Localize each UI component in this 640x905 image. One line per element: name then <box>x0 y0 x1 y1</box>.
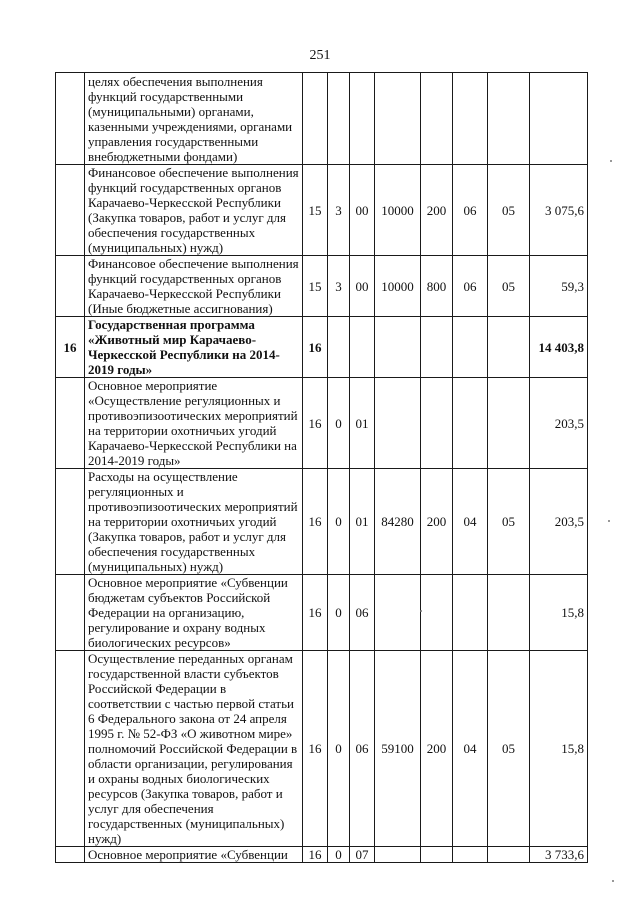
row-sum: 15,8 <box>530 651 588 847</box>
row-number: 16 <box>56 317 85 378</box>
code-program: 16 <box>303 847 328 863</box>
code-subprogram <box>328 73 350 165</box>
row-description: Основное мероприятие «Осуществление регуляционных и противоэпизоотических мероприятий на территории охотничьих угодий Карачаево-Черкесской Республики на 2014-2019 годы» <box>85 378 303 469</box>
code-program: 16 <box>303 469 328 575</box>
scan-speck <box>610 160 612 162</box>
code-expense-type <box>421 73 453 165</box>
code-event: 01 <box>350 469 375 575</box>
code-program: 16 <box>303 651 328 847</box>
code-event: 07 <box>350 847 375 863</box>
code-program: 15 <box>303 165 328 256</box>
row-number <box>56 651 85 847</box>
code-event: 00 <box>350 256 375 317</box>
code-subsection: 05 <box>488 651 530 847</box>
code-section <box>453 575 488 651</box>
code-subprogram: 0 <box>328 378 350 469</box>
row-description: Финансовое обеспечение выполнения функций государственных органов Карачаево-Черкесской Республики (Закупка товаров, работ и услуг для обеспечения государственных (муниципальных) нужд) <box>85 165 303 256</box>
code-direction: 59100 <box>375 651 421 847</box>
code-subsection <box>488 575 530 651</box>
table-row <box>56 575 588 651</box>
scan-speck <box>612 880 614 882</box>
code-program: 16 <box>303 378 328 469</box>
row-number <box>56 575 85 651</box>
code-expense-type: 800 <box>421 256 453 317</box>
code-event: 00 <box>350 165 375 256</box>
code-subsection: 05 <box>488 165 530 256</box>
code-section <box>453 73 488 165</box>
code-event: 01 <box>350 378 375 469</box>
row-sum: 3 733,6 <box>530 847 588 863</box>
code-subprogram: 0 <box>328 847 350 863</box>
row-description: Основное мероприятие «Субвенции <box>85 847 303 863</box>
code-subsection <box>488 847 530 863</box>
row-sum: 59,3 <box>530 256 588 317</box>
row-number <box>56 73 85 165</box>
code-section: 06 <box>453 256 488 317</box>
code-subprogram: 3 <box>328 165 350 256</box>
code-direction <box>375 847 421 863</box>
code-subsection <box>488 317 530 378</box>
code-subsection <box>488 378 530 469</box>
code-program <box>303 73 328 165</box>
row-description: Основное мероприятие «Субвенции бюджетам субъектов Российской Федерации на организацию, регулирование и охрану водных биологических ресурсов» <box>85 575 303 651</box>
row-number <box>56 847 85 863</box>
row-sum <box>530 73 588 165</box>
row-description: Финансовое обеспечение выполнения функций государственных органов Карачаево-Черкесской Республики (Иные бюджетные ассигнования) <box>85 256 303 317</box>
scan-speck <box>608 520 610 522</box>
row-number <box>56 256 85 317</box>
table-row <box>56 73 588 165</box>
row-sum: 14 403,8 <box>530 317 588 378</box>
code-expense-type: 200 <box>421 165 453 256</box>
code-expense-type <box>421 317 453 378</box>
row-description: целях обеспечения выполнения функций государственными (муниципальными) органами, казенными учреждениями, органами управления государственными внебюджетными фондами) <box>85 73 303 165</box>
code-section <box>453 378 488 469</box>
code-program: 16 <box>303 317 328 378</box>
code-direction <box>375 378 421 469</box>
code-expense-type: 200 <box>421 469 453 575</box>
row-description: Государственная программа «Животный мир Карачаево-Черкесской Республики на 2014-2019 годы» <box>85 317 303 378</box>
row-number <box>56 165 85 256</box>
code-subprogram <box>328 317 350 378</box>
scan-speck <box>420 610 422 612</box>
row-description: Расходы на осуществление регуляционных и противоэпизоотических мероприятий на территории охотничьих угодий (Закупка товаров, работ и услуг для обеспечения государственных (муниципальных) нужд) <box>85 469 303 575</box>
code-section: 04 <box>453 469 488 575</box>
code-subsection: 05 <box>488 256 530 317</box>
code-subprogram: 0 <box>328 651 350 847</box>
table-row <box>56 378 588 469</box>
code-direction <box>375 317 421 378</box>
row-sum: 3 075,6 <box>530 165 588 256</box>
code-expense-type <box>421 847 453 863</box>
code-subprogram: 0 <box>328 575 350 651</box>
table-row <box>56 651 588 847</box>
code-program: 15 <box>303 256 328 317</box>
code-section <box>453 317 488 378</box>
budget-table <box>55 72 588 863</box>
table-row <box>56 469 588 575</box>
code-subprogram: 0 <box>328 469 350 575</box>
code-event <box>350 73 375 165</box>
code-direction: 10000 <box>375 165 421 256</box>
code-event: 06 <box>350 651 375 847</box>
row-sum: 15,8 <box>530 575 588 651</box>
code-direction: 10000 <box>375 256 421 317</box>
code-subsection: 05 <box>488 469 530 575</box>
code-section <box>453 847 488 863</box>
row-number <box>56 469 85 575</box>
code-event <box>350 317 375 378</box>
code-section: 06 <box>453 165 488 256</box>
code-section: 04 <box>453 651 488 847</box>
code-subprogram: 3 <box>328 256 350 317</box>
code-program: 16 <box>303 575 328 651</box>
code-direction: 84280 <box>375 469 421 575</box>
row-sum: 203,5 <box>530 378 588 469</box>
code-expense-type: 200 <box>421 651 453 847</box>
page-number: 251 <box>309 48 331 63</box>
table-row <box>56 165 588 256</box>
row-sum: 203,5 <box>530 469 588 575</box>
table-row <box>56 317 588 378</box>
code-direction <box>375 575 421 651</box>
table-row <box>56 256 588 317</box>
code-event: 06 <box>350 575 375 651</box>
row-number <box>56 378 85 469</box>
code-expense-type <box>421 575 453 651</box>
table-row <box>56 847 588 863</box>
code-expense-type <box>421 378 453 469</box>
row-description: Осуществление переданных органам государственной власти субъектов Российской Федерации в соответствии с частью первой статьи 6 Федерального закона от 24 апреля 1995 г. № 52-ФЗ «О животном мире» полномочий Российской Федерации в области организации, регулирования и охраны водных биологических ресурсов (Закупка товаров, работ и услуг для обеспечения государственных (муниципальных) нужд) <box>85 651 303 847</box>
code-subsection <box>488 73 530 165</box>
code-direction <box>375 73 421 165</box>
